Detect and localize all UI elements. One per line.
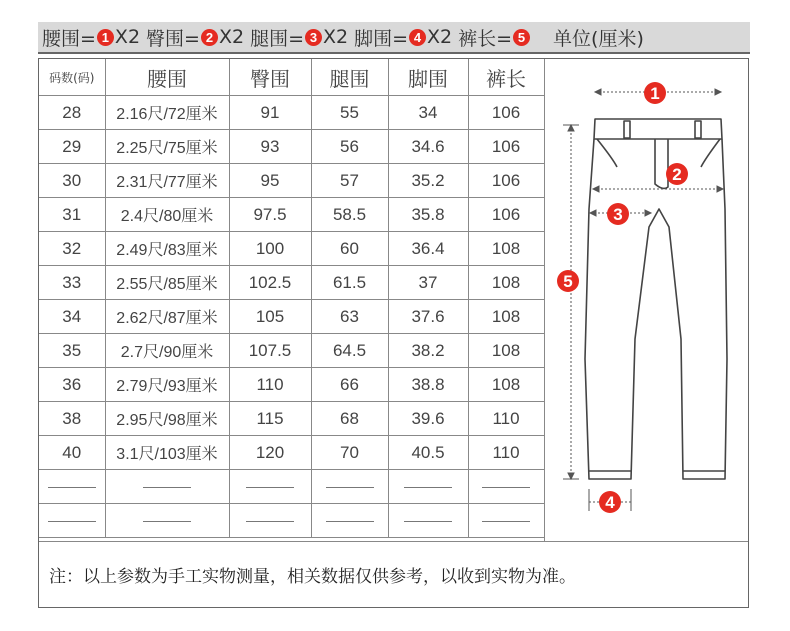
cell-hip: 102.5 bbox=[229, 266, 311, 300]
cell-size: 34 bbox=[39, 300, 105, 334]
cell-hem: 34 bbox=[388, 96, 468, 130]
cell-size: 32 bbox=[39, 232, 105, 266]
cell-length: 106 bbox=[468, 96, 544, 130]
unit-label: 单位(厘米) bbox=[553, 27, 644, 50]
cell-blank bbox=[105, 504, 229, 538]
blank-line bbox=[482, 487, 530, 488]
column-header-hip: 臀围 bbox=[229, 59, 311, 96]
cell-waist: 2.4尺/80厘米 bbox=[105, 198, 229, 232]
cell-blank bbox=[39, 470, 105, 504]
pocket-right bbox=[701, 139, 720, 167]
cell-hip: 91 bbox=[229, 96, 311, 130]
table-row-blank bbox=[39, 470, 544, 504]
cell-length: 110 bbox=[468, 402, 544, 436]
table-row bbox=[39, 266, 544, 300]
marker-2-label: 2 bbox=[672, 165, 682, 184]
cell-size: 35 bbox=[39, 334, 105, 368]
blank-line bbox=[326, 487, 374, 488]
marker-badge-4: 4 bbox=[409, 29, 426, 46]
cell-size: 38 bbox=[39, 402, 105, 436]
blank-line bbox=[326, 521, 374, 522]
cell-waist: 2.31尺/77厘米 bbox=[105, 164, 229, 198]
size-chart-header bbox=[38, 22, 750, 54]
table-row bbox=[39, 232, 544, 266]
blank-line bbox=[143, 521, 191, 522]
cell-hip: 93 bbox=[229, 130, 311, 164]
cell-hem: 37.6 bbox=[388, 300, 468, 334]
cell-size: 31 bbox=[39, 198, 105, 232]
cell-size: 36 bbox=[39, 368, 105, 402]
header-suffix: X2 bbox=[427, 26, 453, 48]
cell-hip: 115 bbox=[229, 402, 311, 436]
table-row bbox=[39, 436, 544, 470]
cell-blank bbox=[229, 470, 311, 504]
cell-thigh: 63 bbox=[311, 300, 388, 334]
cell-waist: 2.25尺/75厘米 bbox=[105, 130, 229, 164]
table-row bbox=[39, 402, 544, 436]
cell-hip: 105 bbox=[229, 300, 311, 334]
cell-thigh: 56 bbox=[311, 130, 388, 164]
cell-hem: 36.4 bbox=[388, 232, 468, 266]
marker-badge-3: 3 bbox=[305, 29, 322, 46]
cell-hem: 39.6 bbox=[388, 402, 468, 436]
table-row bbox=[39, 164, 544, 198]
blank-line bbox=[48, 487, 96, 488]
marker-1-label: 1 bbox=[650, 84, 660, 103]
cell-size: 29 bbox=[39, 130, 105, 164]
cell-waist: 2.7尺/90厘米 bbox=[105, 334, 229, 368]
table-row bbox=[39, 300, 544, 334]
cell-waist: 3.1尺/103厘米 bbox=[105, 436, 229, 470]
cell-thigh: 57 bbox=[311, 164, 388, 198]
cell-blank bbox=[468, 504, 544, 538]
cell-size: 30 bbox=[39, 164, 105, 198]
cell-waist: 2.62尺/87厘米 bbox=[105, 300, 229, 334]
cell-length: 106 bbox=[468, 198, 544, 232]
cell-length: 106 bbox=[468, 164, 544, 198]
cell-hip: 95 bbox=[229, 164, 311, 198]
cell-hip: 110 bbox=[229, 368, 311, 402]
blank-line bbox=[482, 521, 530, 522]
column-header-thigh: 腿围 bbox=[311, 59, 388, 96]
size-chart bbox=[38, 58, 749, 608]
table-row-blank bbox=[39, 504, 544, 538]
cell-length: 108 bbox=[468, 266, 544, 300]
header-segment-hip bbox=[146, 24, 244, 51]
cell-length: 108 bbox=[468, 334, 544, 368]
cell-blank bbox=[39, 504, 105, 538]
cell-hem: 34.6 bbox=[388, 130, 468, 164]
cell-length: 106 bbox=[468, 130, 544, 164]
table-header-row bbox=[39, 59, 544, 96]
cell-hip: 120 bbox=[229, 436, 311, 470]
marker-badge-2: 2 bbox=[201, 29, 218, 46]
belt-loop-left bbox=[624, 121, 630, 138]
cell-length: 110 bbox=[468, 436, 544, 470]
pocket-left bbox=[597, 139, 617, 167]
blank-line bbox=[404, 521, 452, 522]
cell-size: 40 bbox=[39, 436, 105, 470]
cell-hem: 35.8 bbox=[388, 198, 468, 232]
column-header-length: 裤长 bbox=[468, 59, 544, 96]
cell-thigh: 55 bbox=[311, 96, 388, 130]
header-suffix: X2 bbox=[218, 26, 245, 48]
header-segment-thigh bbox=[250, 24, 348, 51]
cell-blank bbox=[311, 504, 388, 538]
header-label: 臀围= bbox=[146, 27, 200, 50]
cell-blank bbox=[229, 504, 311, 538]
table-row bbox=[39, 130, 544, 164]
table-row bbox=[39, 334, 544, 368]
cell-waist: 2.79尺/93厘米 bbox=[105, 368, 229, 402]
blank-line bbox=[48, 521, 96, 522]
belt-loop-right bbox=[695, 121, 701, 138]
marker-badge-1: 1 bbox=[97, 29, 114, 46]
cell-blank bbox=[388, 470, 468, 504]
fly-outline bbox=[655, 139, 668, 188]
cell-hip: 107.5 bbox=[229, 334, 311, 368]
cell-length: 108 bbox=[468, 368, 544, 402]
cell-thigh: 58.5 bbox=[311, 198, 388, 232]
cell-blank bbox=[468, 470, 544, 504]
cell-waist: 2.49尺/83厘米 bbox=[105, 232, 229, 266]
size-table bbox=[39, 59, 545, 538]
cell-thigh: 70 bbox=[311, 436, 388, 470]
table-body bbox=[39, 96, 544, 538]
cell-waist: 2.16尺/72厘米 bbox=[105, 96, 229, 130]
cell-thigh: 64.5 bbox=[311, 334, 388, 368]
cell-hem: 37 bbox=[388, 266, 468, 300]
marker-4-label: 4 bbox=[605, 493, 615, 512]
pants-illustration bbox=[545, 59, 749, 541]
cell-thigh: 66 bbox=[311, 368, 388, 402]
cell-size: 28 bbox=[39, 96, 105, 130]
cell-hem: 40.5 bbox=[388, 436, 468, 470]
header-suffix: X2 bbox=[114, 26, 141, 48]
cell-thigh: 68 bbox=[311, 402, 388, 436]
marker-5-label: 5 bbox=[563, 272, 573, 291]
header-suffix: X2 bbox=[322, 26, 349, 48]
blank-line bbox=[246, 487, 294, 488]
header-segment-length bbox=[458, 24, 531, 51]
header-label: 脚围= bbox=[354, 27, 409, 50]
header-segment-hem bbox=[354, 24, 452, 51]
header-segment-waist bbox=[42, 24, 140, 51]
column-header-size: 码数(码) bbox=[39, 59, 105, 96]
header-label: 腰围= bbox=[42, 27, 96, 50]
cell-hem: 38.8 bbox=[388, 368, 468, 402]
cell-size: 33 bbox=[39, 266, 105, 300]
header-label: 腿围= bbox=[250, 27, 304, 50]
cell-hem: 35.2 bbox=[388, 164, 468, 198]
cell-blank bbox=[311, 470, 388, 504]
cell-length: 108 bbox=[468, 232, 544, 266]
table-row bbox=[39, 368, 544, 402]
cell-blank bbox=[388, 504, 468, 538]
table-row bbox=[39, 96, 544, 130]
table-row bbox=[39, 198, 544, 232]
waistband-outline bbox=[594, 119, 722, 139]
marker-badge-5: 5 bbox=[513, 29, 530, 46]
header-label: 裤长= bbox=[458, 27, 513, 50]
cell-blank bbox=[105, 470, 229, 504]
cell-hip: 100 bbox=[229, 232, 311, 266]
disclaimer-note: 注：以上参数为手工实物测量，相关数据仅供参考，以收到实物为准。 bbox=[39, 541, 748, 607]
cell-thigh: 61.5 bbox=[311, 266, 388, 300]
blank-line bbox=[404, 487, 452, 488]
cell-hem: 38.2 bbox=[388, 334, 468, 368]
column-header-hem: 脚围 bbox=[388, 59, 468, 96]
cell-thigh: 60 bbox=[311, 232, 388, 266]
legs-outline bbox=[585, 139, 727, 479]
pants-diagram bbox=[544, 59, 749, 541]
column-header-waist: 腰围 bbox=[105, 59, 229, 96]
cell-waist: 2.55尺/85厘米 bbox=[105, 266, 229, 300]
blank-line bbox=[143, 487, 191, 488]
blank-line bbox=[246, 521, 294, 522]
cell-length: 108 bbox=[468, 300, 544, 334]
cell-hip: 97.5 bbox=[229, 198, 311, 232]
cell-waist: 2.95尺/98厘米 bbox=[105, 402, 229, 436]
marker-3-label: 3 bbox=[613, 205, 623, 224]
